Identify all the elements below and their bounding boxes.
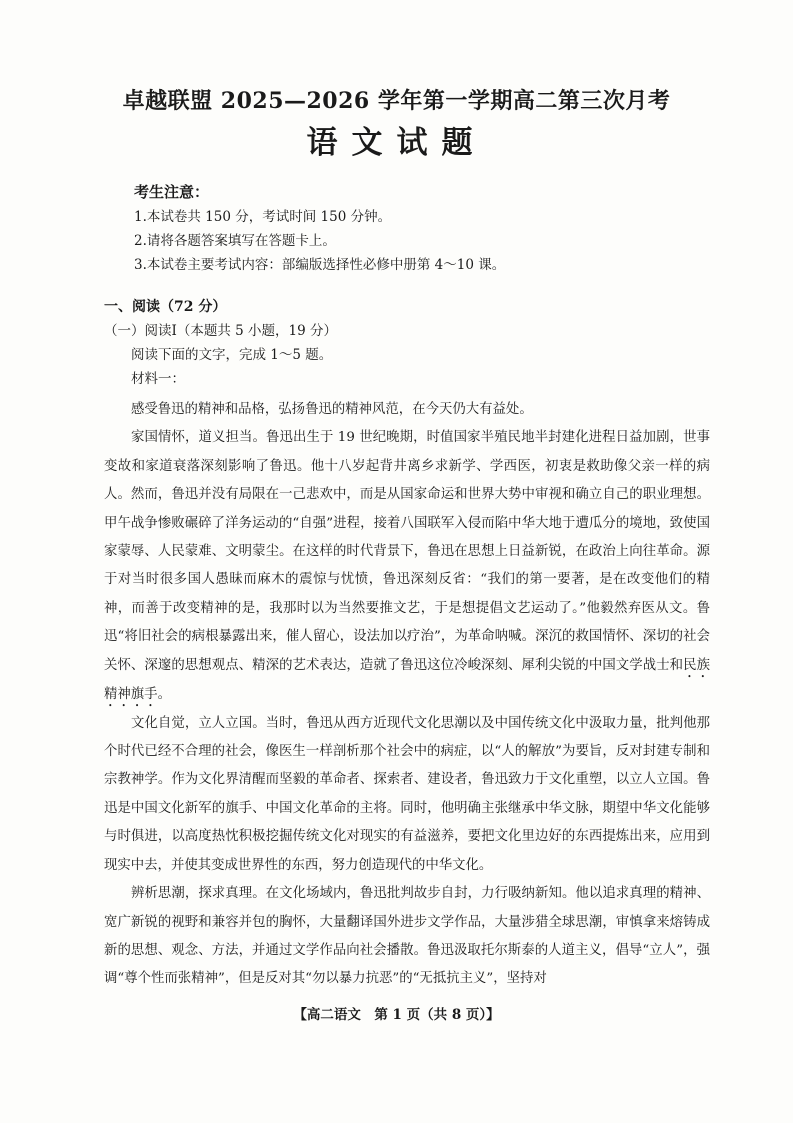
notice-item: 2.请将各题答案填写在答题卡上。 (134, 233, 336, 249)
reading-section (104, 295, 710, 994)
candidate-notice (134, 181, 694, 277)
instruction: 阅读下面的文字，完成 1～5 题。 (131, 347, 333, 363)
paragraph-text: 家国情怀，道义担当。鲁迅出生于 19 世纪晚期，时值国家半殖民地半封建化进程日益加剧，世事变故和家道衰落深刻影响了鲁迅。他十八岁起背井离乡求新学、学西医，初衷是救助像父亲一样的病人。然而，鲁迅并没有局限在一己悲欢中，而是从国家命运和世界大势中审视和确立自己的职业理想。甲午战争惨败碾碎了洋务运动的“自强”进程，接着八国联军入侵而陷中华大地于遭瓜分的境地，致使国家蒙辱、人民蒙难、文明蒙尘。在这样的时代背景下，鲁迅在思想上日益新锐，在政治上向往革命。源于对当时很多国人愚昧而麻木的震惊与忧愤，鲁迅深刻反省：“我们的第一要著，是在改变他们的精神，而善于改变精神的是，我那时以为当然要推文艺，于是想提倡文艺运动了。”他毅然弃医从文。鲁迅“将旧社会的病根暴露出来，催人留心，设法加以疗治”，为革命呐喊。深沉的救国情怀、深切的社会关怀、深邃的思想观点、精深的艺术表达，造就了鲁迅这位冷峻深刻、犀利尖锐的中国文学战士和 (104, 430, 710, 673)
notice-item: 1.本试卷共 150 分，考试时间 150 分钟。 (134, 209, 392, 225)
emphasized-text: 民族精神旗手 (104, 657, 710, 702)
page-footer: 【高二语文 第 1 页（共 8 页）】 (293, 1007, 500, 1023)
paragraph-culture: 文化自觉，立人立国。当时，鲁迅从西方近现代文化思潮以及中国传统文化中汲取力量，批判他那个时代已经不合理的社会，像医生一样剖析那个社会中的病症，以“人的解放”为要旨，反对封建专制和宗教神学。作为文化界清醒而坚毅的革命者、探索者、建设者，鲁迅致力于文化重塑，以立人立国。鲁迅是中国文化新军的旗手、中国文化革命的主将。同时，他明确主张继承中华文脉，期望中华文化能够与时俱进，以高度热忱积极挖掘传统文化对现实的有益滋养，要把文化里边好的东西提炼出来，应用到现实中去，并使其变成世界性的东西，努力创造现代的中华文化。 (104, 715, 710, 873)
paragraph-text-end: 。 (157, 686, 171, 702)
notice-item: 3.本试卷主要考试内容：部编版选择性必修中册第 4～10 课。 (134, 257, 506, 273)
paragraph-thought: 辨析思潮，探求真理。在文化场域内，鲁迅批判故步自封，力行吸纳新知。他以追求真理的精神、宽广新锐的视野和兼容并包的胸怀，大量翻译国外进步文学作品，大量涉猎全球思潮，审慎拿来熔铸成新的思想、观念、方法，并通过文学作品向社会播散。鲁迅汲取托尔斯泰的人道主义，倡导“立人”，强调“尊个性而张精神”，但是反对其“勿以暴力抗恶”的“无抵抗主义”，坚持对 (104, 886, 710, 987)
paragraph-patriotism (104, 424, 710, 709)
part-title: （一）阅读Ⅰ（本题共 5 小题，19 分） (104, 323, 337, 339)
subject-title: 语文试题 (306, 125, 487, 161)
exam-title: 卓越联盟 2025—2026 学年第一学期高二第三次月考 (122, 88, 671, 114)
notice-heading: 考生注意： (134, 183, 210, 201)
paragraph-intro: 感受鲁迅的精神和品格，弘扬鲁迅的精神风范，在今天仍大有益处。 (131, 402, 533, 417)
section-title: 一、阅读（72 分） (104, 299, 227, 315)
material-label: 材料一： (131, 371, 185, 387)
